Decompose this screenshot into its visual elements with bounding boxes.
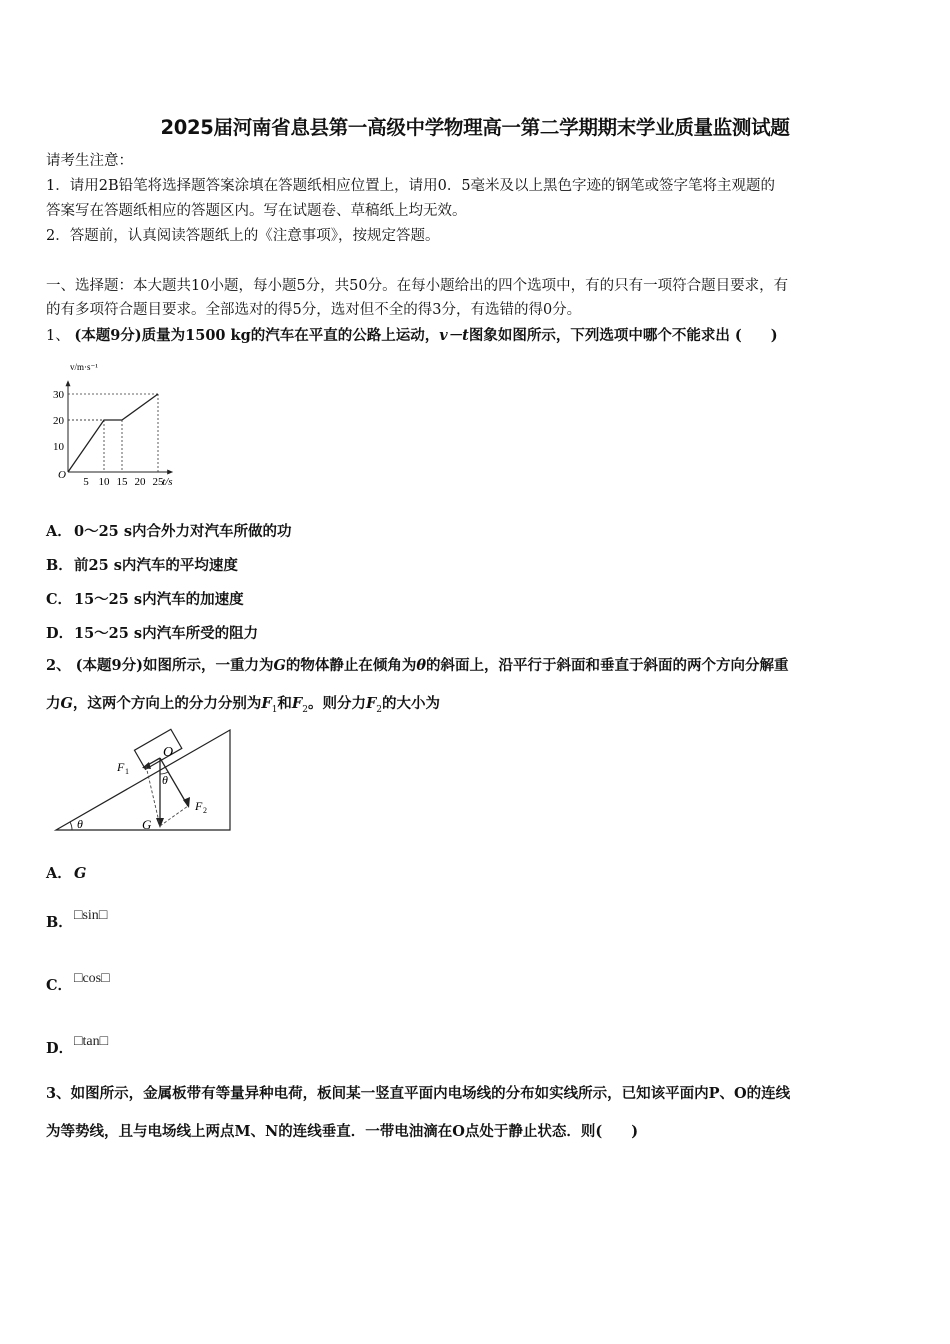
question-1-option-c[interactable] — [46, 588, 244, 609]
option-label: B． — [46, 557, 73, 574]
q2-text: 2、 (本题9分)如图所示，一重力为 — [46, 657, 274, 674]
f2-label: F — [195, 799, 203, 813]
f1-subscript: 1 — [271, 704, 278, 715]
vt-graph-series — [68, 394, 158, 472]
question-1-stem-part-a: (本题9分)质量为1500 kg的汽车在平直的公路上运动， — [74, 327, 440, 344]
question-1-stem — [46, 326, 778, 346]
f1-label-subscript: 1 — [125, 767, 129, 776]
option-label: B． — [46, 914, 73, 931]
option-text: 15～25 s内汽车所受的阻力 — [74, 625, 259, 642]
question-3-stem-line-2: 为等势线，且与电场线上两点M、N的连线垂直．一带电油滴在O点处于静止状态．则( ) — [46, 1123, 639, 1140]
f1-symbol: F — [261, 695, 272, 712]
missing-glyph-box-icon: □ — [98, 908, 108, 923]
option-label: A． — [46, 865, 72, 882]
inclined-plane-diagram — [50, 726, 235, 836]
origin-label: O — [58, 469, 66, 481]
x-axis-label: t/s — [162, 476, 173, 488]
q2-text: 和 — [277, 695, 292, 712]
q2-text: 的物体静止在倾角为 — [285, 657, 417, 674]
question-3-stem-line-1: 3、如图所示，金属板带有等量异种电荷，板间某一竖直平面内电场线的分布如实线所示，已知该平面内P、O的连线 — [46, 1085, 791, 1102]
y-tick-label: 20 — [53, 415, 64, 427]
x-tick-label: 5 — [83, 476, 89, 488]
f2-label-subscript: 2 — [203, 806, 207, 815]
question-1-stem-part-b: 图象如图所示，下列选项中哪个不能求出 ( ) — [468, 327, 778, 344]
q2-text: 的斜面上，沿平行于斜面和垂直于斜面的两个方向分解重 — [426, 657, 789, 674]
notice-item-1-line-1: 1．请用2B铅笔将选择题答案涂填在答题纸相应位置上，请用0．5毫米及以上黑色字迹的钢笔或签字笔将主观题的 — [46, 178, 776, 194]
f2-symbol: F — [365, 695, 377, 712]
gravity-arrowhead — [156, 818, 164, 828]
option-label: A． — [46, 523, 72, 540]
option-text: 0～25 s内合外力对汽车所做的功 — [74, 523, 292, 540]
notice-heading: 请考生注意： — [46, 153, 133, 169]
section-1-intro-line-2: 的有多项符合题目要求。全部选对的得5分，选对但不全的得3分，有选错的得0分。 — [46, 302, 582, 318]
section-1-intro-line-1: 一、选择题：本大题共10小题，每小题5分，共50分。在每小题给出的四个选项中，有的只有一项符合题目要求，有 — [46, 278, 789, 294]
y-axis-arrow-icon — [66, 380, 71, 386]
point-o-label: O — [163, 745, 174, 760]
f2-subscript: 2 — [302, 704, 308, 715]
missing-glyph-box-icon: □ — [74, 1034, 83, 1049]
missing-glyph-box-icon: □ — [74, 908, 83, 923]
vt-graph-labels — [53, 362, 173, 488]
y-tick-label: 30 — [53, 389, 64, 401]
notice-item-2: 2．答题前，认真阅读答题纸上的《注意事项》，按规定答题。 — [46, 228, 440, 244]
question-1-option-d[interactable] — [46, 622, 258, 643]
question-1-option-a[interactable] — [46, 520, 291, 541]
f2-symbol: F — [291, 695, 303, 712]
f2-subscript: 2 — [376, 704, 382, 715]
y-axis-label: v/m·s⁻¹ — [70, 362, 98, 372]
question-1-vt-symbol: v－t — [439, 327, 469, 344]
question-2-option-d[interactable] — [46, 1034, 108, 1058]
q2-text: ，这两个方向上的分力分别为 — [72, 695, 262, 712]
x-axis-arrow-icon — [167, 470, 173, 475]
q2-text: 。则分力 — [307, 695, 366, 712]
option-text: tan — [82, 1034, 100, 1049]
theta-arc — [70, 822, 72, 830]
x-tick-label: 10 — [98, 476, 110, 488]
option-text: 15～25 s内汽车的加速度 — [74, 591, 244, 608]
option-text: G — [74, 865, 87, 882]
block — [134, 729, 181, 769]
option-label: D． — [46, 1040, 74, 1057]
vt-graph-guides — [68, 394, 158, 472]
question-2-option-c[interactable] — [46, 971, 110, 995]
x-tick-label: 15 — [116, 476, 128, 488]
vt-series-line — [68, 394, 158, 472]
x-tick-label: 20 — [134, 476, 146, 488]
option-text: sin — [82, 908, 99, 923]
option-label: C． — [46, 977, 73, 994]
dashed-guide — [160, 806, 188, 826]
page-title: 2025届河南省息县第一高级中学物理高一第二学期期末学业质量监测试题 — [160, 116, 790, 139]
gravity-symbol: G — [60, 695, 73, 712]
gravity-symbol: G — [273, 657, 286, 674]
question-1-option-b[interactable] — [46, 554, 238, 575]
question-2-option-a[interactable] — [46, 862, 86, 883]
x-tick-label: 25 — [152, 476, 164, 488]
question-2-stem-line-2 — [46, 694, 440, 720]
f1-label: F — [117, 760, 125, 774]
q2-text: 力 — [46, 695, 61, 712]
q2-text: 的大小为 — [381, 695, 440, 712]
question-1-number: 1、 — [46, 328, 70, 344]
missing-glyph-box-icon: □ — [74, 971, 83, 986]
velocity-time-graph — [46, 360, 186, 490]
notice-item-1-line-2: 答案写在答题纸相应的答题区内。写在试题卷、草稿纸上均无效。 — [46, 203, 467, 219]
option-text: cos — [82, 971, 102, 986]
question-2-stem-line-1 — [46, 656, 789, 676]
option-label: D． — [46, 625, 74, 642]
gravity-label: G — [142, 817, 152, 832]
theta-symbol: θ — [416, 657, 427, 674]
question-2-option-b[interactable] — [46, 908, 107, 932]
option-text: 前25 s内汽车的平均速度 — [74, 557, 238, 574]
option-label: C． — [46, 591, 73, 608]
missing-glyph-box-icon: □ — [101, 971, 110, 986]
theta-label-top: θ — [162, 773, 168, 787]
theta-label-base: θ — [77, 817, 83, 831]
y-tick-label: 10 — [53, 441, 64, 453]
missing-glyph-box-icon: □ — [99, 1034, 109, 1049]
